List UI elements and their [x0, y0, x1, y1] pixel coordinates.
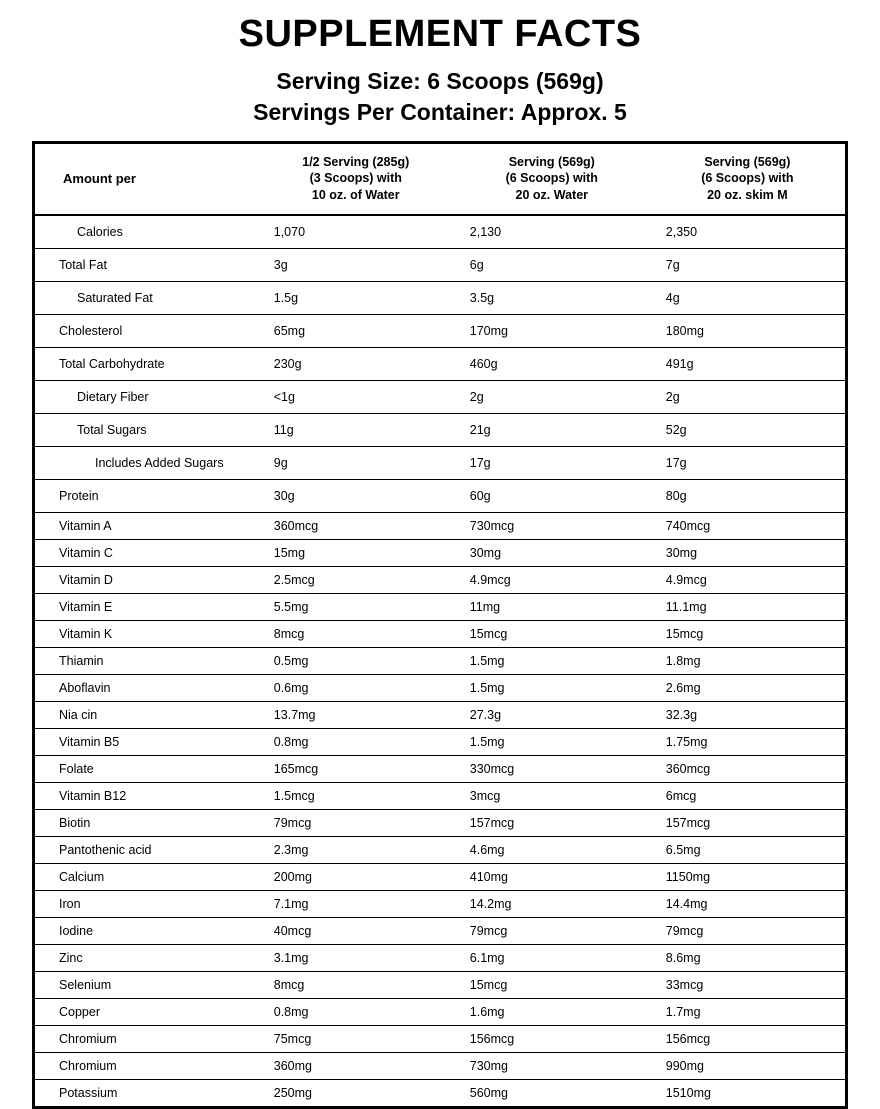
nutrient-value-col3: 11.1mg [650, 594, 845, 621]
column-header-serving-milk [650, 144, 845, 216]
supplement-facts-page [0, 13, 880, 1100]
nutrient-value-col1: 0.6mg [258, 675, 454, 702]
nutrient-value-col3: 740mcg [650, 513, 845, 540]
nutrient-value-col2: 60g [454, 480, 650, 513]
table-row [35, 837, 845, 864]
nutrient-value-col2: 15mcg [454, 621, 650, 648]
column-header-amount-per: Amount per [35, 144, 258, 216]
nutrient-value-col3: 52g [650, 414, 845, 447]
nutrient-value-col3: 491g [650, 348, 845, 381]
nutrient-value-col1: 30g [258, 480, 454, 513]
nutrient-name: Iron [35, 891, 258, 918]
table-row [35, 810, 845, 837]
nutrient-value-col1: 250mg [273, 1085, 312, 1100]
table-header [35, 144, 845, 216]
nutrient-name: Vitamin K [35, 621, 258, 648]
nutrient-name: Zinc [35, 945, 258, 972]
nutrient-value-col2: 6g [454, 249, 650, 282]
nutrient-value-col1: 79mcg [258, 810, 454, 837]
nutrient-value-col3: 1.75mg [650, 729, 845, 756]
nutrient-value-col3: 79mcg [650, 918, 845, 945]
nutrient-value-col1: 7.1mg [258, 891, 454, 918]
nutrient-value-col2: 11mg [454, 594, 650, 621]
nutrient-value-col3: 1510mg [665, 1085, 711, 1100]
nutrient-name: Total Carbohydrate [35, 348, 258, 381]
nutrient-name: Vitamin C [35, 540, 258, 567]
nutrient-value-col1: 360mcg [258, 513, 454, 540]
nutrient-name: Chromium [35, 1026, 258, 1053]
table-row [35, 381, 845, 414]
table-row [35, 945, 845, 972]
nutrient-name: Thiamin [35, 648, 258, 675]
nutrient-value-col2: 1.6mg [454, 999, 650, 1026]
nutrient-value-col1: <1g [258, 381, 454, 414]
nutrient-name: Folate [35, 756, 258, 783]
nutrient-value-col1: 200mg [258, 864, 454, 891]
nutrient-value-col2: 2g [454, 381, 650, 414]
nutrient-value-col3: 157mcg [650, 810, 845, 837]
nutrient-value-col1: 360mg [258, 1053, 454, 1080]
nutrient-value-col1: 11g [258, 414, 454, 447]
nutrient-name: Vitamin A [35, 513, 258, 540]
nutrient-value-col2: 30mg [454, 540, 650, 567]
nutrient-name: Total Fat [35, 249, 258, 282]
nutrient-value-col3: 17g [650, 447, 845, 480]
nutrient-value-col3: 32.3g [650, 702, 845, 729]
table-row [35, 215, 845, 249]
nutrient-value-col2: 6.1mg [454, 945, 650, 972]
column-header-serving-milk-line2: (6 Scoops) with [701, 171, 794, 186]
nutrient-value-col1: 3.1mg [258, 945, 454, 972]
table-row [35, 540, 845, 567]
nutrient-value-col3: 156mcg [650, 1026, 845, 1053]
nutrient-value-col2: 730mcg [454, 513, 650, 540]
table-row [35, 447, 845, 480]
nutrient-value-col1: 9g [258, 447, 454, 480]
column-header-serving-milk-line1: Serving (569g) [704, 154, 791, 169]
nutrient-name: Dietary Fiber [35, 381, 258, 414]
nutrient-name: Vitamin B5 [35, 729, 258, 756]
nutrient-value-col1: 65mg [258, 315, 454, 348]
table-row [35, 414, 845, 447]
nutrient-name: Includes Added Sugars [35, 447, 258, 480]
nutrient-value-col2: 157mcg [454, 810, 650, 837]
table-row [35, 249, 845, 282]
nutrient-value-col3: 180mg [650, 315, 845, 348]
nutrient-value-col3: 30mg [650, 540, 845, 567]
nutrition-table [35, 144, 845, 1107]
page-title: SUPPLEMENT FACTS [238, 13, 642, 55]
nutrient-value-col2: 1.5mg [454, 675, 650, 702]
column-header-serving-water-line3: 20 oz. Water [515, 187, 589, 202]
table-row [35, 702, 845, 729]
nutrient-value-col2: 560mg [469, 1085, 508, 1100]
nutrient-name: Cholesterol [35, 315, 258, 348]
nutrient-value-col1: 1,070 [258, 215, 454, 249]
table-row [35, 621, 845, 648]
table-row [35, 756, 845, 783]
nutrient-value-col3: 80g [650, 480, 845, 513]
table-row [35, 864, 845, 891]
column-header-half-serving-line2: (3 Scoops) with [309, 171, 402, 186]
nutrient-value-col2: 21g [454, 414, 650, 447]
table-row [35, 729, 845, 756]
table-row [35, 675, 845, 702]
nutrient-value-col2: 14.2mg [454, 891, 650, 918]
table-row [35, 891, 845, 918]
nutrient-value-col3: 14.4mg [650, 891, 845, 918]
nutrition-table-container [32, 141, 848, 1109]
nutrient-value-col2: 79mcg [454, 918, 650, 945]
nutrient-name: Total Sugars [35, 414, 258, 447]
nutrient-value-col2: 730mg [454, 1053, 650, 1080]
nutrient-value-col2: 1.5mg [454, 648, 650, 675]
nutrient-value-col3: 4.9mcg [650, 567, 845, 594]
column-header-half-serving-line1: 1/2 Serving (285g) [302, 154, 410, 169]
nutrient-value-col2: 3.5g [454, 282, 650, 315]
column-header-serving-water-line1: Serving (569g) [508, 154, 595, 169]
nutrient-value-col1: 230g [258, 348, 454, 381]
table-row [35, 999, 845, 1026]
nutrient-name: Aboflavin [35, 675, 258, 702]
nutrient-name: Copper [35, 999, 258, 1026]
table-row [35, 918, 845, 945]
table-row [35, 1080, 845, 1107]
nutrient-value-col1: 0.8mg [258, 729, 454, 756]
nutrient-name: Vitamin B12 [35, 783, 258, 810]
nutrient-value-col1: 165mcg [258, 756, 454, 783]
nutrient-value-col1: 1.5mcg [258, 783, 454, 810]
table-row [35, 972, 845, 999]
column-header-serving-milk-line3: 20 oz. skim M [707, 187, 788, 202]
nutrient-name: Calcium [35, 864, 258, 891]
nutrient-name: Pantothenic acid [35, 837, 258, 864]
nutrient-name: Biotin [35, 810, 258, 837]
nutrient-value-col1: 3g [258, 249, 454, 282]
nutrient-value-col2: 27.3g [454, 702, 650, 729]
table-row [35, 1026, 845, 1053]
nutrient-value-col3: 7g [650, 249, 845, 282]
nutrient-value-col3: 990mg [650, 1053, 845, 1080]
nutrient-value-col2: 156mcg [454, 1026, 650, 1053]
table-header-row [35, 144, 845, 216]
nutrient-value-col2: 4.6mg [454, 837, 650, 864]
table-body [35, 215, 845, 1106]
nutrient-name: Calories [35, 215, 258, 249]
nutrient-value-col1: 2.5mcg [258, 567, 454, 594]
nutrient-value-col1: 13.7mg [258, 702, 454, 729]
nutrient-value-col1: 15mg [258, 540, 454, 567]
nutrient-value-col2: 330mcg [454, 756, 650, 783]
nutrient-value-col3: 6.5mg [650, 837, 845, 864]
nutrient-name: Nia cin [35, 702, 258, 729]
nutrient-value-col2: 15mcg [454, 972, 650, 999]
nutrient-value-col2: 4.9mcg [454, 567, 650, 594]
nutrient-value-col3: 360mcg [650, 756, 845, 783]
nutrient-value-col3: 1.7mg [650, 999, 845, 1026]
nutrient-name: Iodine [35, 918, 258, 945]
nutrient-value-col3: 2,350 [650, 215, 845, 249]
nutrient-name: Vitamin D [35, 567, 258, 594]
nutrient-name: Selenium [35, 972, 258, 999]
nutrient-value-col3: 8.6mg [650, 945, 845, 972]
nutrient-value-col3: 2g [650, 381, 845, 414]
nutrient-name: Protein [35, 480, 258, 513]
column-header-half-serving-line3: 10 oz. of Water [311, 187, 400, 202]
nutrient-value-col2: 410mg [454, 864, 650, 891]
nutrient-value-col1: 5.5mg [258, 594, 454, 621]
column-header-serving-water-line2: (6 Scoops) with [505, 171, 598, 186]
column-header-half-serving [258, 144, 454, 216]
nutrient-value-col3: 33mcg [650, 972, 845, 999]
table-row [35, 783, 845, 810]
nutrient-value-col2: 170mg [454, 315, 650, 348]
servings-per-container: Servings Per Container: Approx. 5 [253, 98, 627, 125]
nutrient-value-col1: 1.5g [258, 282, 454, 315]
nutrient-value-col1: 2.3mg [258, 837, 454, 864]
nutrient-value-col3: 2.6mg [650, 675, 845, 702]
column-header-serving-water [454, 144, 650, 216]
nutrient-value-col2: 460g [454, 348, 650, 381]
table-row [35, 315, 845, 348]
nutrient-value-col1: 0.5mg [258, 648, 454, 675]
nutrient-value-col3: 6mcg [650, 783, 845, 810]
nutrient-value-col3: 1.8mg [650, 648, 845, 675]
serving-size: Serving Size: 6 Scoops (569g) [276, 67, 604, 94]
nutrient-value-col3: 15mcg [650, 621, 845, 648]
nutrient-value-col1: 75mcg [258, 1026, 454, 1053]
table-row [35, 513, 845, 540]
nutrient-value-col1: 0.8mg [258, 999, 454, 1026]
table-row [35, 648, 845, 675]
table-row [35, 282, 845, 315]
nutrient-name: Vitamin E [35, 594, 258, 621]
table-row [35, 594, 845, 621]
nutrient-value-col2: 17g [454, 447, 650, 480]
nutrient-name: Chromium [35, 1053, 258, 1080]
nutrient-name: Saturated Fat [35, 282, 258, 315]
nutrient-value-col1: 40mcg [258, 918, 454, 945]
nutrient-value-col2: 2,130 [454, 215, 650, 249]
table-row [35, 567, 845, 594]
table-row [35, 1053, 845, 1080]
nutrient-value-col3: 1150mg [650, 864, 845, 891]
nutrient-name: Potassium [59, 1085, 118, 1100]
serving-info [0, 66, 880, 128]
table-row [35, 480, 845, 513]
nutrient-value-col2: 1.5mg [454, 729, 650, 756]
nutrient-value-col1: 8mcg [258, 621, 454, 648]
nutrient-value-col1: 8mcg [258, 972, 454, 999]
nutrient-value-col2: 3mcg [454, 783, 650, 810]
nutrient-value-col3: 4g [650, 282, 845, 315]
table-row [35, 348, 845, 381]
